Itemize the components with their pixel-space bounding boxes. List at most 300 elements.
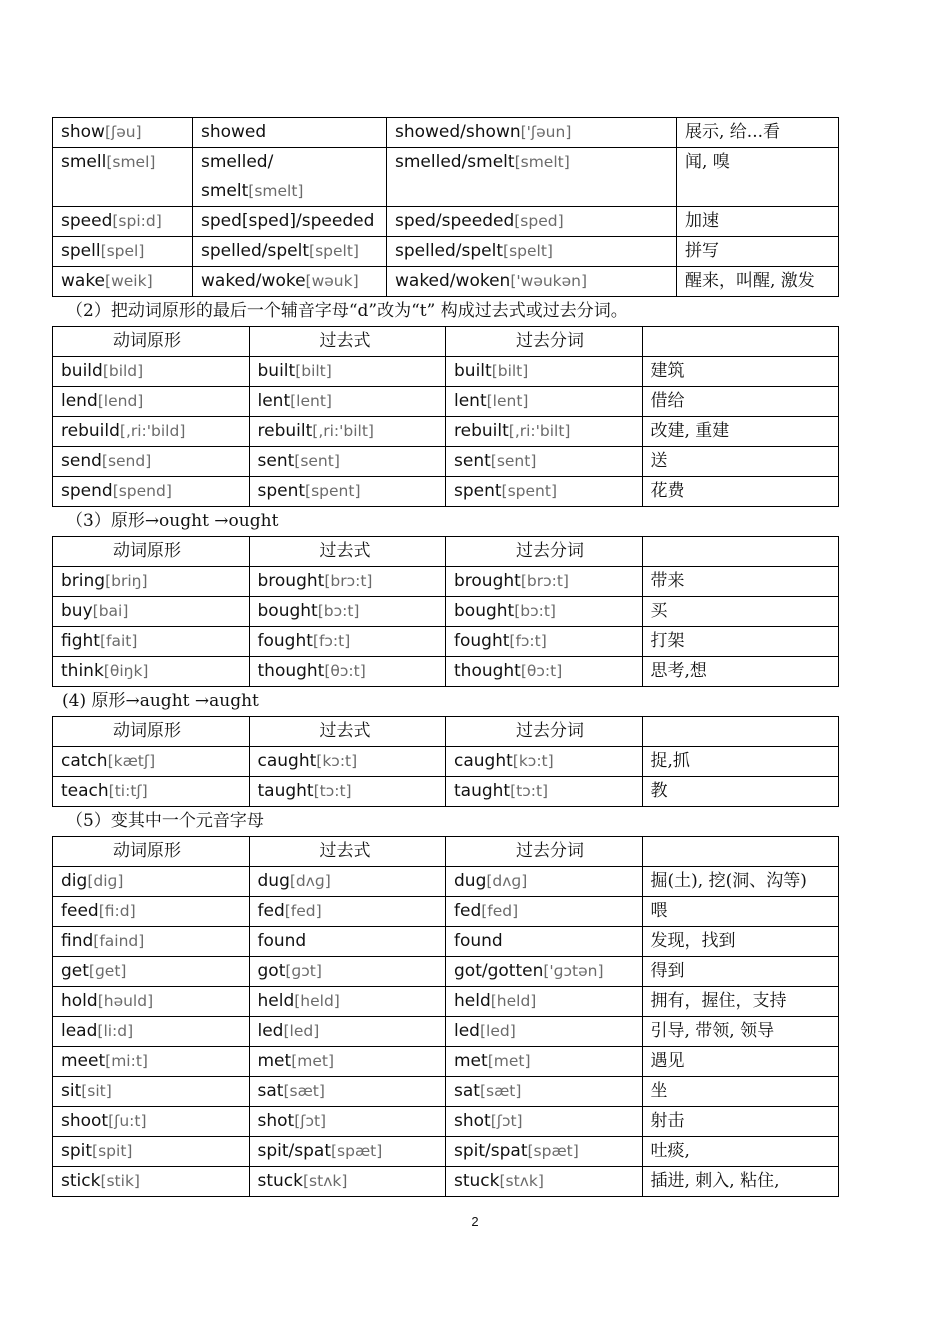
phonetic: [kɔ:t] bbox=[316, 752, 358, 770]
phonetic: [met] bbox=[487, 1052, 531, 1070]
meaning-cell: 插进, 刺入, 粘住, bbox=[642, 1167, 839, 1197]
phonetic: [mi:t] bbox=[105, 1052, 148, 1070]
pp-cell bbox=[446, 1137, 643, 1167]
past-cell bbox=[193, 267, 387, 297]
base-word: spit bbox=[61, 1141, 93, 1161]
meaning-cell: 闻, 嗅 bbox=[677, 148, 839, 207]
phonetic: [smel] bbox=[106, 153, 156, 171]
past-cell bbox=[193, 207, 387, 237]
column-header: 过去分词 bbox=[446, 837, 643, 867]
base-word: teach bbox=[61, 781, 109, 801]
meaning-cell: 射击 bbox=[642, 1107, 839, 1137]
phonetic: [bilt] bbox=[491, 362, 529, 380]
pp-cell bbox=[446, 447, 643, 477]
past-word: caught bbox=[257, 751, 317, 771]
pp-cell bbox=[446, 417, 643, 447]
column-header: 过去分词 bbox=[446, 717, 643, 747]
past-word: thought bbox=[257, 661, 325, 681]
table-row bbox=[53, 957, 839, 987]
base-cell bbox=[53, 357, 250, 387]
meaning-cell: 教 bbox=[642, 777, 839, 807]
phonetic: [sit] bbox=[81, 1082, 112, 1100]
phonetic: [bilt] bbox=[295, 362, 332, 380]
column-header: 过去式 bbox=[249, 537, 446, 567]
past-word: stuck bbox=[257, 1171, 303, 1191]
base-word: meet bbox=[61, 1051, 106, 1071]
phonetic: [ɡet] bbox=[88, 962, 127, 980]
base-word: buy bbox=[61, 601, 93, 621]
phonetic: [brɔ:t] bbox=[520, 572, 569, 590]
meaning-cell: 思考,想 bbox=[642, 657, 839, 687]
pp-cell bbox=[446, 1107, 643, 1137]
phonetic: [dʌɡ] bbox=[486, 872, 528, 890]
base-word: send bbox=[61, 451, 102, 471]
meaning-cell: 送 bbox=[642, 447, 839, 477]
past-cell bbox=[249, 567, 446, 597]
past-word: lent bbox=[257, 391, 291, 411]
past-cell bbox=[249, 1077, 446, 1107]
table-row bbox=[53, 927, 839, 957]
pp-word: spent bbox=[454, 481, 502, 501]
table-header-row bbox=[53, 537, 839, 567]
phonetic: [tɔ:t] bbox=[313, 782, 352, 800]
phonetic: [brɔ:t] bbox=[324, 572, 373, 590]
past-word: dug bbox=[257, 871, 290, 891]
past-cell bbox=[249, 1107, 446, 1137]
pp-word: shot bbox=[454, 1111, 491, 1131]
table-row bbox=[53, 447, 839, 477]
base-cell bbox=[53, 1137, 250, 1167]
irregular-verb-table-top bbox=[52, 117, 839, 297]
phonetic: [stʌk] bbox=[303, 1172, 348, 1190]
base-word: catch bbox=[61, 751, 108, 771]
base-cell bbox=[53, 387, 250, 417]
irregular-verb-table bbox=[52, 536, 839, 687]
base-word: smell bbox=[61, 152, 107, 172]
pp-cell bbox=[446, 987, 643, 1017]
phonetic: [həuld] bbox=[97, 992, 154, 1010]
table-row bbox=[53, 987, 839, 1017]
phonetic: [sent] bbox=[490, 452, 537, 470]
pp-cell bbox=[446, 627, 643, 657]
phonetic: [spel] bbox=[100, 242, 145, 260]
meaning-cell: 带来 bbox=[642, 567, 839, 597]
past-cell bbox=[249, 1017, 446, 1047]
base-word: fight bbox=[61, 631, 100, 651]
past-cell bbox=[193, 148, 387, 207]
phonetic: [diɡ] bbox=[87, 872, 124, 890]
phonetic: [,ri:'bilt] bbox=[508, 422, 571, 440]
table-row bbox=[53, 867, 839, 897]
meaning-cell: 喂 bbox=[642, 897, 839, 927]
table-header-row bbox=[53, 717, 839, 747]
section-title: （3）原形→ought →ought bbox=[66, 511, 279, 531]
phonetic: [briŋ] bbox=[105, 572, 148, 590]
phonetic: [dʌɡ] bbox=[289, 872, 331, 890]
phonetic: [spæt] bbox=[331, 1142, 383, 1160]
phonetic: [held] bbox=[294, 992, 340, 1010]
past-cell bbox=[249, 447, 446, 477]
table-row bbox=[53, 477, 839, 507]
phonetic: [ʃu:t] bbox=[108, 1112, 147, 1130]
meaning-cell: 掘(土), 挖(洞、沟等) bbox=[642, 867, 839, 897]
base-cell bbox=[53, 118, 193, 148]
table-row bbox=[53, 357, 839, 387]
pp-cell bbox=[446, 897, 643, 927]
pp-cell bbox=[387, 118, 677, 148]
pp-word: stuck bbox=[454, 1171, 500, 1191]
table-row bbox=[53, 387, 839, 417]
pp-word: bought bbox=[454, 601, 515, 621]
table-row bbox=[53, 267, 839, 297]
phonetic: [led] bbox=[479, 1022, 516, 1040]
phonetic: [stik] bbox=[100, 1172, 140, 1190]
base-word: hold bbox=[61, 991, 98, 1011]
meaning-cell: 醒来，叫醒, 激发 bbox=[677, 267, 839, 297]
pp-word: caught bbox=[454, 751, 513, 771]
base-word: find bbox=[61, 931, 94, 951]
column-header: 过去式 bbox=[249, 327, 446, 357]
phonetic: [fed] bbox=[481, 902, 519, 920]
pp-word: sent bbox=[454, 451, 491, 471]
meaning-cell: 捉,抓 bbox=[642, 747, 839, 777]
past-word: smelled/ bbox=[201, 152, 274, 172]
phonetic: ['wəukən] bbox=[510, 272, 588, 290]
pp-cell bbox=[446, 747, 643, 777]
past-word: led bbox=[257, 1021, 284, 1041]
table-row bbox=[53, 148, 839, 207]
meaning-cell: 拥有，握住，支持 bbox=[642, 987, 839, 1017]
meaning-cell: 加速 bbox=[677, 207, 839, 237]
pp-cell bbox=[446, 1077, 643, 1107]
pp-word: built bbox=[454, 361, 492, 381]
base-cell bbox=[53, 867, 250, 897]
page-number: 2 bbox=[471, 1214, 479, 1229]
irregular-verb-table bbox=[52, 716, 839, 807]
column-header bbox=[642, 717, 839, 747]
past-word: shot bbox=[257, 1111, 295, 1131]
pp-word: smelled/smelt bbox=[395, 152, 515, 172]
section-title: （2）把动词原形的最后一个辅音字母“d”改为“t” 构成过去式或过去分词。 bbox=[66, 301, 628, 321]
column-header: 动词原形 bbox=[53, 837, 250, 867]
phonetic: [sped] bbox=[514, 212, 564, 230]
pp-word: sped/speeded bbox=[395, 211, 515, 231]
past-word: built bbox=[257, 361, 296, 381]
pp-cell bbox=[446, 867, 643, 897]
base-cell bbox=[53, 567, 250, 597]
past-word-alt: smelt bbox=[201, 181, 249, 201]
phonetic: [fed] bbox=[284, 902, 322, 920]
pp-cell bbox=[446, 597, 643, 627]
base-cell bbox=[53, 1167, 250, 1197]
phonetic: [bild] bbox=[102, 362, 144, 380]
phonetic: [fɔ:t] bbox=[509, 632, 547, 650]
phonetic: [spit] bbox=[92, 1142, 133, 1160]
phonetic: [li:d] bbox=[97, 1022, 134, 1040]
base-word: wake bbox=[61, 271, 106, 291]
phonetic: [bai] bbox=[92, 602, 129, 620]
past-cell bbox=[249, 747, 446, 777]
meaning-cell: 建筑 bbox=[642, 357, 839, 387]
base-cell bbox=[53, 777, 250, 807]
base-cell bbox=[53, 267, 193, 297]
phonetic: [fɔ:t] bbox=[312, 632, 351, 650]
phonetic: [spelt] bbox=[503, 242, 553, 260]
past-word: spelled/spelt bbox=[201, 241, 310, 261]
past-word: sat bbox=[257, 1081, 284, 1101]
pp-word: rebuilt bbox=[454, 421, 509, 441]
base-word: bring bbox=[61, 571, 106, 591]
phonetic: [ɡɔt] bbox=[285, 962, 322, 980]
past-cell bbox=[249, 777, 446, 807]
phonetic: [lent] bbox=[290, 392, 332, 410]
phonetic: [bɔ:t] bbox=[514, 602, 556, 620]
phonetic: [tɔ:t] bbox=[510, 782, 549, 800]
meaning-cell: 拼写 bbox=[677, 237, 839, 267]
phonetic: [spæt] bbox=[527, 1142, 579, 1160]
meaning-cell: 买 bbox=[642, 597, 839, 627]
phonetic: [stʌk] bbox=[499, 1172, 544, 1190]
past-word: brought bbox=[257, 571, 325, 591]
section-title: (4) 原形→aught →aught bbox=[62, 691, 259, 711]
column-header: 过去分词 bbox=[446, 327, 643, 357]
meaning-cell: 发现，找到 bbox=[642, 927, 839, 957]
phonetic: [sæt] bbox=[283, 1082, 325, 1100]
phonetic: [fait] bbox=[99, 632, 138, 650]
pp-word: dug bbox=[454, 871, 487, 891]
past-word: taught bbox=[257, 781, 314, 801]
phonetic: [ʃɔt] bbox=[294, 1112, 327, 1130]
pp-cell bbox=[446, 1047, 643, 1077]
base-word: dig bbox=[61, 871, 88, 891]
base-cell bbox=[53, 1077, 250, 1107]
meaning-cell: 展示, 给...看 bbox=[677, 118, 839, 148]
past-word: spit/spat bbox=[257, 1141, 331, 1161]
past-cell bbox=[249, 897, 446, 927]
pp-word: lent bbox=[454, 391, 487, 411]
base-cell bbox=[53, 1047, 250, 1077]
past-word: sped[sped]/speeded bbox=[201, 211, 375, 231]
base-cell bbox=[53, 1017, 250, 1047]
base-cell bbox=[53, 237, 193, 267]
column-header: 动词原形 bbox=[53, 537, 250, 567]
pp-word: fought bbox=[454, 631, 510, 651]
column-header: 过去分词 bbox=[446, 537, 643, 567]
pp-cell bbox=[446, 387, 643, 417]
pp-word: fed bbox=[454, 901, 482, 921]
phonetic: [smelt] bbox=[514, 153, 570, 171]
column-header bbox=[642, 327, 839, 357]
phonetic: [,ri:'bild] bbox=[119, 422, 186, 440]
pp-word: held bbox=[454, 991, 491, 1011]
pp-word: spelled/spelt bbox=[395, 241, 504, 261]
table-row bbox=[53, 1047, 839, 1077]
past-word: held bbox=[257, 991, 295, 1011]
pp-cell bbox=[446, 927, 643, 957]
table-row bbox=[53, 118, 839, 148]
table-row bbox=[53, 1077, 839, 1107]
meaning-cell: 坐 bbox=[642, 1077, 839, 1107]
past-word: showed bbox=[201, 122, 267, 142]
past-cell bbox=[249, 867, 446, 897]
pp-cell bbox=[446, 957, 643, 987]
pp-word: sat bbox=[454, 1081, 480, 1101]
pp-cell bbox=[446, 477, 643, 507]
past-cell bbox=[249, 1137, 446, 1167]
pp-cell bbox=[446, 1167, 643, 1197]
irregular-verb-table bbox=[52, 326, 839, 507]
phonetic: [sæt] bbox=[479, 1082, 522, 1100]
past-cell bbox=[249, 927, 446, 957]
base-word: spend bbox=[61, 481, 113, 501]
past-cell bbox=[249, 1047, 446, 1077]
past-word: sent bbox=[257, 451, 295, 471]
phonetic: [weik] bbox=[105, 272, 153, 290]
table-row bbox=[53, 1137, 839, 1167]
pp-cell bbox=[446, 657, 643, 687]
irregular-verb-table bbox=[52, 836, 839, 1197]
past-cell bbox=[249, 477, 446, 507]
past-word: found bbox=[257, 931, 307, 951]
pp-word: met bbox=[454, 1051, 488, 1071]
column-header: 动词原形 bbox=[53, 327, 250, 357]
meaning-cell: 吐痰, bbox=[642, 1137, 839, 1167]
base-word: spell bbox=[61, 241, 101, 261]
phonetic: [faind] bbox=[93, 932, 145, 950]
phonetic: [kɔ:t] bbox=[512, 752, 554, 770]
base-cell bbox=[53, 477, 250, 507]
table-row bbox=[53, 1107, 839, 1137]
table-header-row bbox=[53, 327, 839, 357]
pp-cell bbox=[446, 357, 643, 387]
base-cell bbox=[53, 447, 250, 477]
pp-cell bbox=[446, 777, 643, 807]
past-cell bbox=[193, 237, 387, 267]
base-cell bbox=[53, 747, 250, 777]
column-header: 过去式 bbox=[249, 837, 446, 867]
meaning-cell: 遇见 bbox=[642, 1047, 839, 1077]
past-cell bbox=[249, 387, 446, 417]
phonetic: [,ri:'bilt] bbox=[312, 422, 374, 440]
past-word: fought bbox=[257, 631, 313, 651]
past-cell bbox=[249, 657, 446, 687]
base-cell bbox=[53, 987, 250, 1017]
phonetic: [spelt] bbox=[309, 242, 359, 260]
phonetic: [spent] bbox=[501, 482, 557, 500]
pp-cell bbox=[387, 237, 677, 267]
past-cell bbox=[249, 987, 446, 1017]
pp-word: spit/spat bbox=[454, 1141, 528, 1161]
phonetic: ['ʃəun] bbox=[520, 123, 572, 141]
pp-cell bbox=[387, 267, 677, 297]
past-word: met bbox=[257, 1051, 292, 1071]
phonetic: [sent] bbox=[294, 452, 340, 470]
past-cell bbox=[249, 1167, 446, 1197]
table-row bbox=[53, 417, 839, 447]
pp-word: led bbox=[454, 1021, 480, 1041]
base-word: lend bbox=[61, 391, 98, 411]
past-cell bbox=[249, 417, 446, 447]
table-row bbox=[53, 207, 839, 237]
base-cell bbox=[53, 927, 250, 957]
column-header bbox=[642, 537, 839, 567]
pp-word: thought bbox=[454, 661, 521, 681]
phonetic: [θɔ:t] bbox=[520, 662, 563, 680]
pp-word: showed/shown bbox=[395, 122, 521, 142]
past-cell bbox=[193, 118, 387, 148]
table-row bbox=[53, 1167, 839, 1197]
past-cell bbox=[249, 597, 446, 627]
meaning-cell: 引导, 带领, 领导 bbox=[642, 1017, 839, 1047]
base-cell bbox=[53, 597, 250, 627]
pp-word: taught bbox=[454, 781, 511, 801]
base-word: stick bbox=[61, 1171, 101, 1191]
phonetic: [held] bbox=[490, 992, 537, 1010]
pp-word: found bbox=[454, 931, 503, 951]
past-word: waked/woke bbox=[201, 271, 306, 291]
document-page bbox=[52, 117, 838, 1197]
phonetic: [θɔ:t] bbox=[324, 662, 366, 680]
base-cell bbox=[53, 417, 250, 447]
phonetic: [smelt] bbox=[248, 182, 304, 200]
phonetic: [kætʃ] bbox=[107, 752, 156, 770]
phonetic: [fi:d] bbox=[98, 902, 136, 920]
table-row bbox=[53, 1017, 839, 1047]
base-cell bbox=[53, 897, 250, 927]
base-cell bbox=[53, 148, 193, 207]
phonetic: [wəuk] bbox=[305, 272, 359, 290]
phonetic: [met] bbox=[291, 1052, 334, 1070]
base-word: show bbox=[61, 122, 105, 142]
base-word: sit bbox=[61, 1081, 82, 1101]
column-header bbox=[642, 837, 839, 867]
meaning-cell: 得到 bbox=[642, 957, 839, 987]
phonetic: [led] bbox=[283, 1022, 320, 1040]
phonetic: [lend] bbox=[97, 392, 144, 410]
table-row bbox=[53, 897, 839, 927]
base-word: build bbox=[61, 361, 103, 381]
base-word: speed bbox=[61, 211, 113, 231]
past-cell bbox=[249, 627, 446, 657]
pp-word: brought bbox=[454, 571, 521, 591]
meaning-cell: 改建, 重建 bbox=[642, 417, 839, 447]
phonetic: [ti:tʃ] bbox=[108, 782, 148, 800]
phonetic: [ʃɔt] bbox=[490, 1112, 523, 1130]
past-word: fed bbox=[257, 901, 285, 921]
pp-cell bbox=[446, 567, 643, 597]
table-header-row bbox=[53, 837, 839, 867]
phonetic: [spi:d] bbox=[112, 212, 162, 230]
base-cell bbox=[53, 957, 250, 987]
base-cell bbox=[53, 627, 250, 657]
meaning-cell: 花费 bbox=[642, 477, 839, 507]
pp-cell bbox=[387, 148, 677, 207]
phonetic: [send] bbox=[101, 452, 152, 470]
past-cell bbox=[249, 957, 446, 987]
base-word: lead bbox=[61, 1021, 98, 1041]
table-row bbox=[53, 567, 839, 597]
table-row bbox=[53, 237, 839, 267]
past-word: bought bbox=[257, 601, 318, 621]
table-row bbox=[53, 627, 839, 657]
phonetic: [spent] bbox=[305, 482, 361, 500]
verb-sections bbox=[52, 297, 838, 1197]
past-word: rebuilt bbox=[257, 421, 313, 441]
base-word: feed bbox=[61, 901, 99, 921]
pp-cell bbox=[387, 207, 677, 237]
base-word: think bbox=[61, 661, 104, 681]
pp-word: got/gotten bbox=[454, 961, 544, 981]
